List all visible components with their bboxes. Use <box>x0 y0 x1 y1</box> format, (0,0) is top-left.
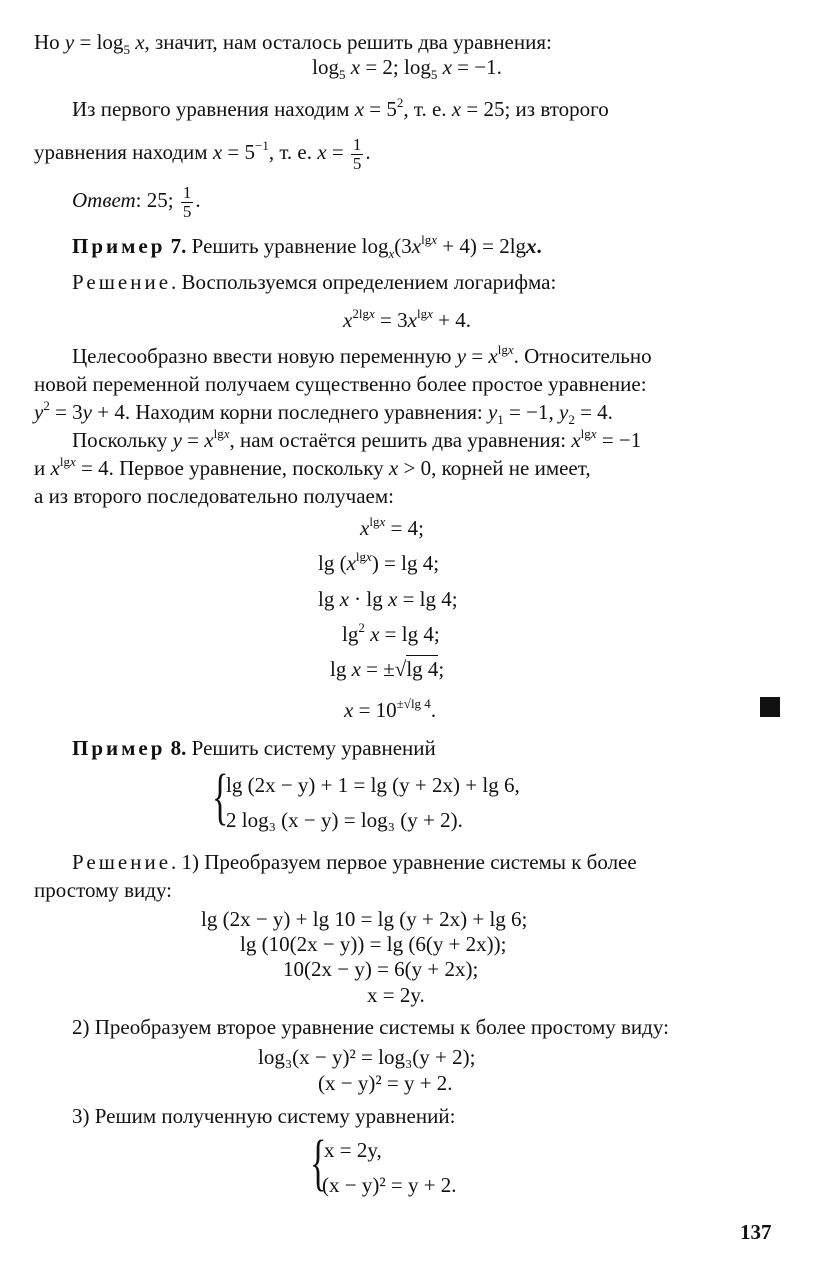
equation-definition: $x^{2lgx} = 3x^{lgx} + 4$. <box>343 306 471 332</box>
line-4: уравнения находим $x = 5^{-1}$, т. е. x = $\frac{1}{5}$ . <box>34 135 371 173</box>
fraction-one-fifth-answer: $\frac{1}{5}$ <box>182 183 192 221</box>
example-8-heading: Пример 8. Решить систему уравнений <box>72 736 436 760</box>
transform-5: log₃(x − y)² = log₃(y + 2); <box>258 1045 476 1069</box>
system-eq-2: 2 log₃ (x − y) = log₃ (y + 2). <box>226 808 463 832</box>
example-7-heading: Пример 7. Решить уравнение $\log_x(3x^{lgx} + 4) = 2\lg x$. <box>72 232 542 261</box>
line-3: Из первого уравнения находим $x = 5^2$, т. е. x = 25; из второго <box>72 95 609 121</box>
line-17: простому виду: <box>34 878 173 902</box>
solution-8-step-3: 3) Решим полученную систему уравнений: <box>72 1104 456 1128</box>
line-14: а из второго последовательно получаем: <box>34 484 395 508</box>
derivation-step-6: $x = 10^{\pm√lg 4}$. <box>344 696 437 722</box>
derivation-step-2: $\lg (x^{lgx}) = \lg 4$; <box>318 549 440 575</box>
solution-8-step-2: 2) Преобразуем второе уравнение системы к более простому виду: <box>72 1015 669 1039</box>
system2-eq-2: (x − y)² = y + 2. <box>322 1173 457 1197</box>
system2-eq-1: x = 2y, <box>324 1138 382 1162</box>
line-12: Поскольку $y = x^{lgx}$, нам остаётся решить два уравнения: $x^{lgx} = -1$ <box>72 426 642 452</box>
answer-line: Ответ: 25; $\frac{1}{5}$ . <box>72 183 201 221</box>
transform-3: 10(2x − y) = 6(y + 2x); <box>283 957 479 981</box>
line-9: Целесообразно ввести новую переменную $y = x^{lgx}$. Относительно <box>72 342 652 368</box>
system-eq-1: lg (2x − y) + 1 = lg (y + 2x) + lg 6, <box>226 773 520 797</box>
transform-2: lg (10(2x − y)) = lg (6(y + 2x)); <box>240 932 507 956</box>
equation-log5: $\log_5 x = 2$; $\log_5 x = -1$. <box>312 55 502 82</box>
derivation-step-1: $x^{lgx} = 4$; <box>360 514 424 540</box>
transform-1: lg (2x − y) + lg 10 = lg (y + 2x) + lg 6; <box>201 907 528 931</box>
derivation-step-4: $\lg^2 x = \lg 4$; <box>342 620 440 646</box>
line-1: Но $y = \log_5 x$, значит, нам осталось решить два уравнения: <box>34 30 552 57</box>
end-of-proof-square <box>760 697 780 717</box>
solution-7-intro: Решение. Воспользуемся определением логарифма: <box>72 270 557 294</box>
transform-6: (x − y)² = y + 2. <box>318 1071 453 1095</box>
derivation-step-3: lg x · lg x = lg 4; <box>318 587 458 611</box>
fraction-one-fifth: $\frac{1}{5}$ <box>352 135 362 173</box>
line-13: и $x^{lgx} = 4$. Первое уравнение, поскольку x > 0, корней не имеет, <box>34 454 591 480</box>
line-10: новой переменной получаем существенно более простое уравнение: <box>34 372 647 396</box>
line-11: $y^2 = 3y + 4$. Находим корни последнего уравнения: $y_1 = -1$, $y_2 = 4$. <box>34 398 613 427</box>
system-brace-2: { <box>310 1129 327 1197</box>
solution-8-step-1: Решение. 1) Преобразуем первое уравнение системы к более <box>72 850 637 874</box>
transform-4: x = 2y. <box>367 983 425 1007</box>
derivation-step-5: lg x = ±√lg 4; <box>330 657 445 681</box>
system-brace-1: { <box>212 763 229 831</box>
page-number: 137 <box>740 1220 772 1244</box>
